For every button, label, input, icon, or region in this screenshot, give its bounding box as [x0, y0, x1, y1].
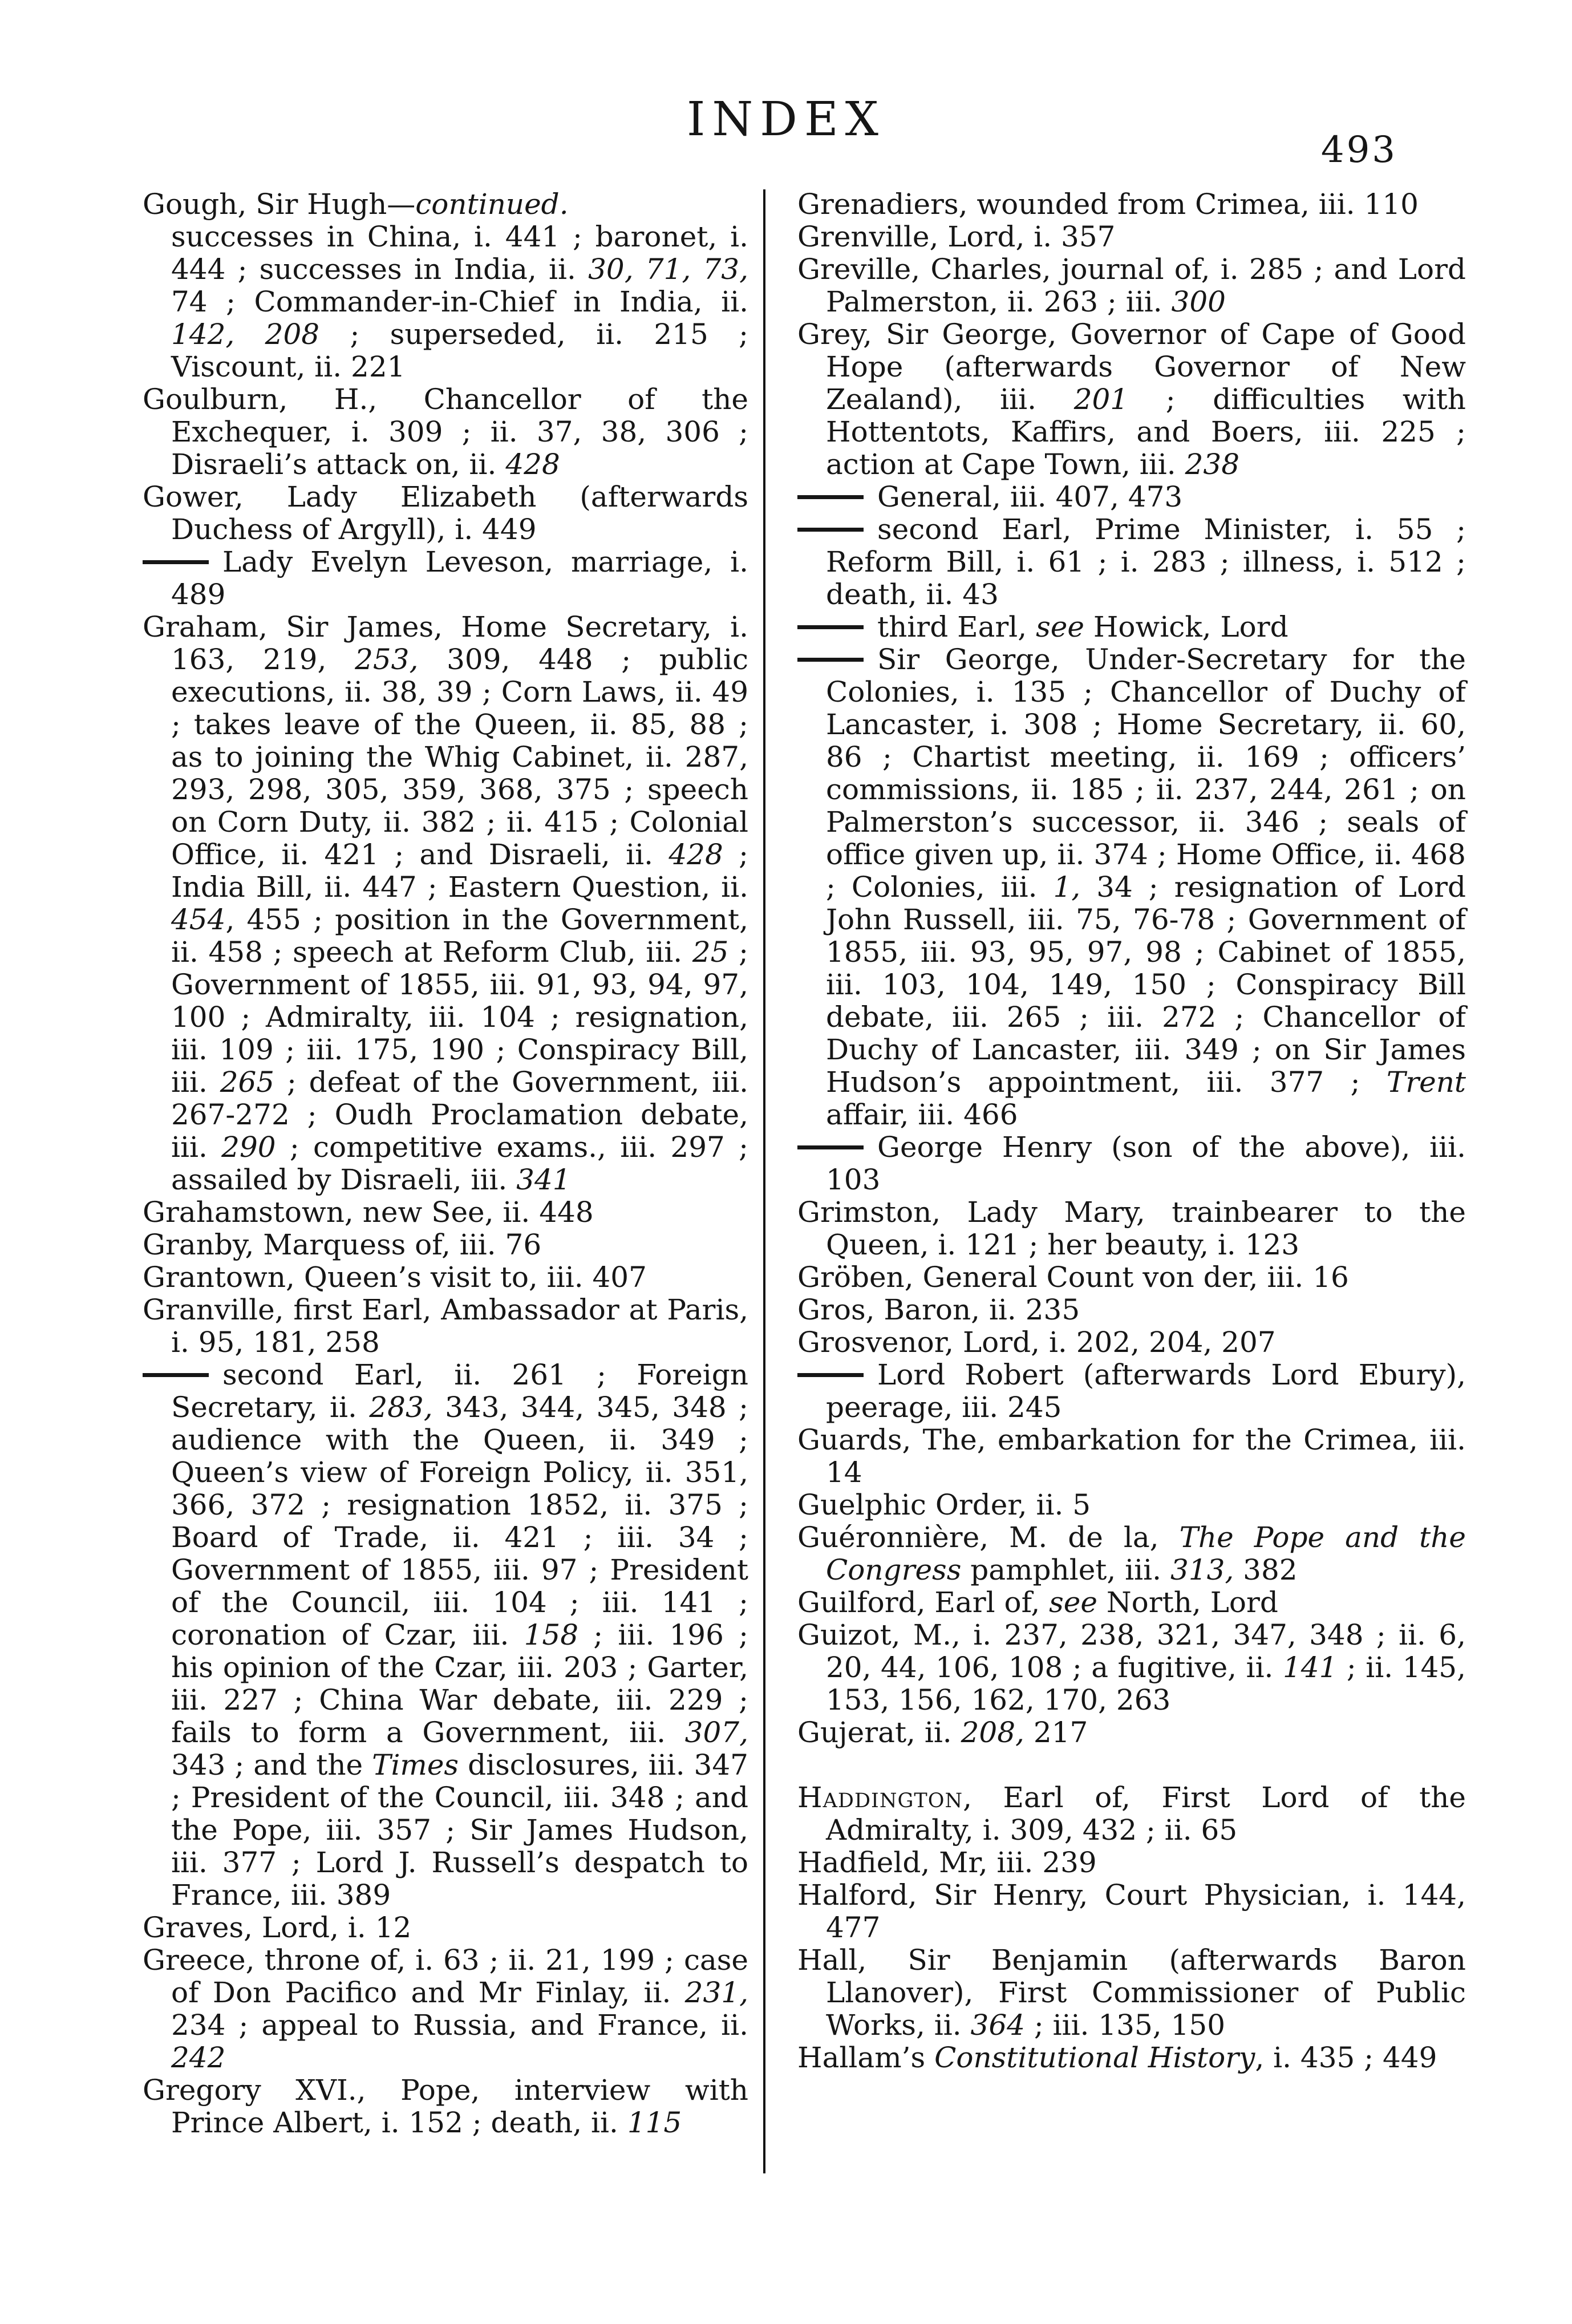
- index-entry: [797, 318, 1466, 481]
- entry-text: see: [1036, 610, 1084, 643]
- entry-text: second Earl, Prime Minister, i. 55 ; Reform Bill, i. 61 ; i. 283 ; illness, i. 512 ; death, ii. 43: [826, 513, 1466, 611]
- entry-text: 343 ; and the: [171, 1748, 372, 1782]
- entry-text: 428: [505, 448, 560, 481]
- entry-text: Grosvenor, Lord, i. 202, 204, 207: [797, 1326, 1276, 1359]
- entry-text: 158: [524, 1618, 579, 1651]
- index-entry: [797, 1879, 1466, 1944]
- entry-text: Grantown, Queen’s visit to, iii. 407: [143, 1261, 647, 1294]
- index-entry: [797, 1521, 1466, 1586]
- entry-text: , Earl of, First Lord of the Admiralty, i. 309, 432 ; ii. 65: [826, 1781, 1466, 1847]
- ditto-dash: [797, 528, 864, 532]
- entry-text: 34 ; resignation of Lord John Russell, iii. 75, 76-78 ; Government of 1855, iii. 93, 95, 97, 98 ; Cabinet of 1855, iii. 103, 104, 149, 150 ; Conspiracy Bill debate, iii. 265 ; iii. 272 ; Chancellor of Duchy of Lancaster, iii. 349 ; on Sir James Hudson’s appointment, iii. 377 ;: [826, 871, 1466, 1099]
- page-title: INDEX: [686, 92, 886, 147]
- left-column: [143, 188, 748, 2139]
- index-entry: [143, 2074, 748, 2139]
- entry-text: The Pope and the Congress: [826, 1521, 1466, 1586]
- entry-text: Sir George, Under-Secretary for the Colonies, i. 135 ; Chancellor of Duchy of Lancaster, i. 308 ; Home Secretary, ii. 60, 86 ; Chartist meeting, ii. 169 ; officers’ commissions, ii. 185 ; ii. 237, 244, 261 ; on Palmerston’s successor, ii. 346 ; seals of office given up, ii. 374 ; Home Office, ii. 468 ; Colonies, iii.: [826, 643, 1466, 904]
- entry-text: Guelphic Order, ii. 5: [797, 1488, 1091, 1521]
- entry-text: Hall, Sir Benjamin (afterwards Baron Llanover), First Commissioner of Public Works, ii.: [797, 1944, 1466, 2042]
- entry-text: 382: [1234, 1553, 1298, 1586]
- entry-text: 290: [221, 1131, 276, 1164]
- entry-text: Hadfield, Mr, iii. 239: [797, 1846, 1097, 1879]
- entry-text: 265: [220, 1066, 275, 1099]
- entry-text: General, iii. 407, 473: [877, 480, 1183, 513]
- entry-text: 30, 71, 73,: [588, 253, 748, 286]
- entry-text: 341: [516, 1163, 571, 1196]
- index-entry: [797, 513, 1466, 611]
- entry-text: 253,: [355, 643, 419, 676]
- entry-text: pamphlet, iii.: [961, 1553, 1170, 1586]
- index-entry: [143, 1229, 748, 1261]
- entry-text: Granby, Marquess of, iii. 76: [143, 1228, 542, 1261]
- entry-text: Trent: [1386, 1066, 1466, 1099]
- entry-text: continued.: [415, 188, 569, 221]
- entry-text: ; defeat of the Government, iii. 267-272 ; Oudh Proclamation debate, iii.: [171, 1066, 748, 1164]
- entry-text: Gower, Lady Elizabeth (afterwards Duchess of Argyll), i. 449: [143, 480, 748, 546]
- entry-text: Grahamstown, new See, ii. 448: [143, 1196, 594, 1229]
- entry-text: 74 ; Commander-in-Chief in India, ii.: [171, 285, 748, 318]
- entry-text: Guizot, M., i. 237, 238, 321, 347, 348 ; ii. 6, 20, 44, 106, 108 ; a fugitive, ii.: [797, 1618, 1466, 1684]
- index-entry: [797, 1586, 1466, 1619]
- entry-text: third Earl,: [877, 610, 1036, 643]
- entry-text: 141: [1282, 1651, 1338, 1684]
- index-entry: [797, 643, 1466, 1131]
- index-entry: [797, 188, 1466, 221]
- index-entry: [797, 1261, 1466, 1294]
- index-entry: [143, 1944, 748, 2074]
- index-entry: [797, 2042, 1466, 2074]
- entry-text: Guéronnière, M. de la,: [797, 1521, 1180, 1554]
- entry-text: Gros, Baron, ii. 235: [797, 1293, 1080, 1326]
- entry-text: 313,: [1170, 1553, 1234, 1586]
- right-column: [797, 188, 1466, 2074]
- index-entry: [143, 1294, 748, 1359]
- entry-text: Hallam’s: [797, 2041, 935, 2074]
- index-entry: [143, 188, 748, 221]
- entry-text: George Henry (son of the above), iii. 103: [826, 1131, 1466, 1196]
- ditto-dash: [143, 560, 209, 564]
- index-entry: [143, 546, 748, 611]
- index-entry: [797, 1944, 1466, 2042]
- entry-text: Howick, Lord: [1084, 610, 1289, 643]
- entry-text: Constitutional History: [934, 2041, 1255, 2074]
- entry-text: , i. 435 ; 449: [1255, 2041, 1437, 2074]
- index-entry: [797, 1716, 1466, 1749]
- index-entry: [797, 1782, 1466, 1847]
- entry-text: Halford, Sir Henry, Court Physician, i. 144, 477: [797, 1878, 1466, 1944]
- entry-text: 428: [668, 838, 723, 871]
- entry-text: successes in China, i. 441 ; baronet, i. 444 ; successes in India, ii.: [171, 220, 748, 286]
- entry-text: Grenadiers, wounded from Crimea, iii. 110: [797, 188, 1419, 221]
- ditto-dash: [797, 1145, 864, 1149]
- entry-text: North, Lord: [1097, 1586, 1278, 1619]
- index-entry: [797, 1326, 1466, 1359]
- entry-text: ; Government of 1855, iii. 91, 93, 94, 97, 100 ; Admiralty, iii. 104 ; resignation, iii. 109 ; iii. 175, 190 ; Conspiracy Bill, iii.: [171, 936, 748, 1099]
- entry-text: ; ii. 145, 153, 156, 162, 170, 263: [826, 1651, 1466, 1716]
- entry-text: Gröben, General Count von der, iii. 16: [797, 1261, 1349, 1294]
- entry-text: 454: [171, 903, 226, 936]
- index-entry: [797, 1294, 1466, 1326]
- ditto-dash: [797, 1373, 864, 1377]
- index-entry: [143, 611, 748, 1196]
- entry-text: 231,: [684, 1976, 748, 2009]
- entry-text: ; iii. 135, 150: [1024, 2009, 1226, 2042]
- entry-text: ; iii. 196 ; his opinion of the Czar, iii. 203 ; Garter, iii. 227 ; China War debate, iii. 229 ; fails to form a Government, iii.: [171, 1618, 748, 1749]
- index-entry: [797, 221, 1466, 253]
- index-entry: [797, 1196, 1466, 1261]
- entry-text: 217: [1024, 1716, 1088, 1749]
- entry-text: 208,: [961, 1716, 1024, 1749]
- entry-text: Greville, Charles, journal of, i. 285 ; and Lord Palmerston, ii. 263 ; iii.: [797, 253, 1466, 318]
- entry-text: Haddington: [797, 1781, 963, 1814]
- entry-text: second Earl, ii. 261 ; Foreign Secretary, ii.: [171, 1358, 748, 1424]
- entry-text: 343, 344, 345, 348 ; audience with the Queen, ii. 349 ; Queen’s view of Foreign Policy, ii. 351, 366, 372 ; resignation 1852, ii. 375 ; Board of Trade, ii. 421 ; iii. 34 ; Government of 1855, iii. 97 ; President of the Council, iii. 104 ; iii. 141 ; coronation of Czar, iii.: [171, 1391, 748, 1651]
- index-entry: [143, 383, 748, 481]
- index-entry: [797, 1424, 1466, 1489]
- index-entry: [797, 611, 1466, 643]
- entry-text: 1,: [1053, 871, 1081, 904]
- entry-text: see: [1049, 1586, 1097, 1619]
- entry-text: Gough, Sir Hugh—: [143, 188, 416, 221]
- entry-text: Graves, Lord, i. 12: [143, 1911, 412, 1944]
- index-entry: [143, 1196, 748, 1229]
- ditto-dash: [797, 658, 864, 662]
- entry-text: Graham, Sir James, Home Secretary, i. 163, 219,: [143, 610, 748, 676]
- index-entry: [797, 1489, 1466, 1521]
- entry-text: Greece, throne of, i. 63 ; ii. 21, 199 ; case of Don Pacifico and Mr Finlay, ii.: [143, 1944, 748, 2009]
- entry-text: Guards, The, embarkation for the Crimea, iii. 14: [797, 1423, 1466, 1489]
- entry-text: , 455 ; position in the Government, ii. 458 ; speech at Reform Club, iii.: [171, 903, 748, 969]
- entry-text: Lady Evelyn Leveson, marriage, i. 489: [171, 545, 748, 611]
- entry-text: 201: [1073, 383, 1129, 416]
- entry-text: 142, 208: [171, 318, 320, 351]
- ditto-dash: [797, 495, 864, 499]
- entry-text: affair, iii. 466: [826, 1098, 1018, 1131]
- entry-text: ; superseded, ii. 215 ; Viscount, ii. 221: [171, 318, 749, 383]
- entry-text: 307,: [684, 1716, 748, 1749]
- entry-text: Guilford, Earl of,: [797, 1586, 1050, 1619]
- entry-text: Grey, Sir George, Governor of Cape of Good Hope (afterwards Governor of New Zealand), iii.: [797, 318, 1466, 416]
- index-entry: [143, 481, 748, 546]
- index-entry: [797, 253, 1466, 318]
- index-entry: [797, 481, 1466, 513]
- entry-text: Gujerat, ii.: [797, 1716, 961, 1749]
- entry-text: 25: [692, 936, 729, 969]
- entry-text: Gregory XVI., Pope, interview with Prince Albert, i. 152 ; death, ii.: [143, 2074, 748, 2139]
- entry-text: 364: [970, 2009, 1025, 2042]
- entry-text: 283,: [369, 1391, 433, 1424]
- entry-text: Grenville, Lord, i. 357: [797, 220, 1116, 253]
- entry-text: ; difficulties with Hottentots, Kaffirs, and Boers, iii. 225 ; action at Cape Town, iii.: [826, 383, 1466, 481]
- entry-text: Granville, first Earl, Ambassador at Paris, i. 95, 181, 258: [143, 1293, 748, 1359]
- entry-text: 115: [627, 2106, 682, 2139]
- column-divider: [763, 189, 765, 2173]
- entry-text: disclosures, iii. 347 ; President of the Council, iii. 348 ; and the Pope, iii. 357 ; Sir James Hudson, iii. 377 ; Lord J. Russell’s despatch to France, iii. 389: [171, 1748, 748, 1912]
- page-number: 493: [1320, 129, 1397, 171]
- index-entry: [797, 1131, 1466, 1196]
- entry-text: 300: [1171, 285, 1226, 318]
- index-entry: [143, 1912, 748, 1944]
- entry-text: Goulburn, H., Chancellor of the Exchequer, i. 309 ; ii. 37, 38, 306 ; Disraeli’s attack on, ii.: [143, 383, 748, 481]
- index-entry: [797, 1619, 1466, 1716]
- entry-text: 234 ; appeal to Russia, and France, ii.: [171, 2009, 748, 2042]
- index-entry: [797, 1847, 1466, 1879]
- index-entry: [143, 1359, 748, 1912]
- index-entry: [143, 1261, 748, 1294]
- entry-text: ; competitive exams., iii. 297 ; assailed by Disraeli, iii.: [171, 1131, 748, 1196]
- ditto-dash: [143, 1373, 209, 1377]
- ditto-dash: [797, 625, 864, 629]
- index-entry: [797, 1359, 1466, 1424]
- entry-text: 238: [1185, 448, 1240, 481]
- entry-text: Lord Robert (afterwards Lord Ebury), peerage, iii. 245: [826, 1358, 1466, 1424]
- entry-text: 309, 448 ; public executions, ii. 38, 39 ; Corn Laws, ii. 49 ; takes leave of the Queen, ii. 85, 88 ; as to joining the Whig Cabinet, ii. 287, 293, 298, 305, 359, 368, 375 ; speech on Corn Duty, ii. 382 ; ii. 415 ; Colonial Office, ii. 421 ; and Disraeli, ii.: [171, 643, 748, 871]
- entry-text: Times: [372, 1748, 459, 1782]
- index-entry: [143, 221, 748, 383]
- entry-text: Grimston, Lady Mary, trainbearer to the Queen, i. 121 ; her beauty, i. 123: [797, 1196, 1466, 1261]
- entry-text: 242: [171, 2041, 226, 2074]
- entry-text: ; India Bill, ii. 447 ; Eastern Question, ii.: [171, 838, 748, 904]
